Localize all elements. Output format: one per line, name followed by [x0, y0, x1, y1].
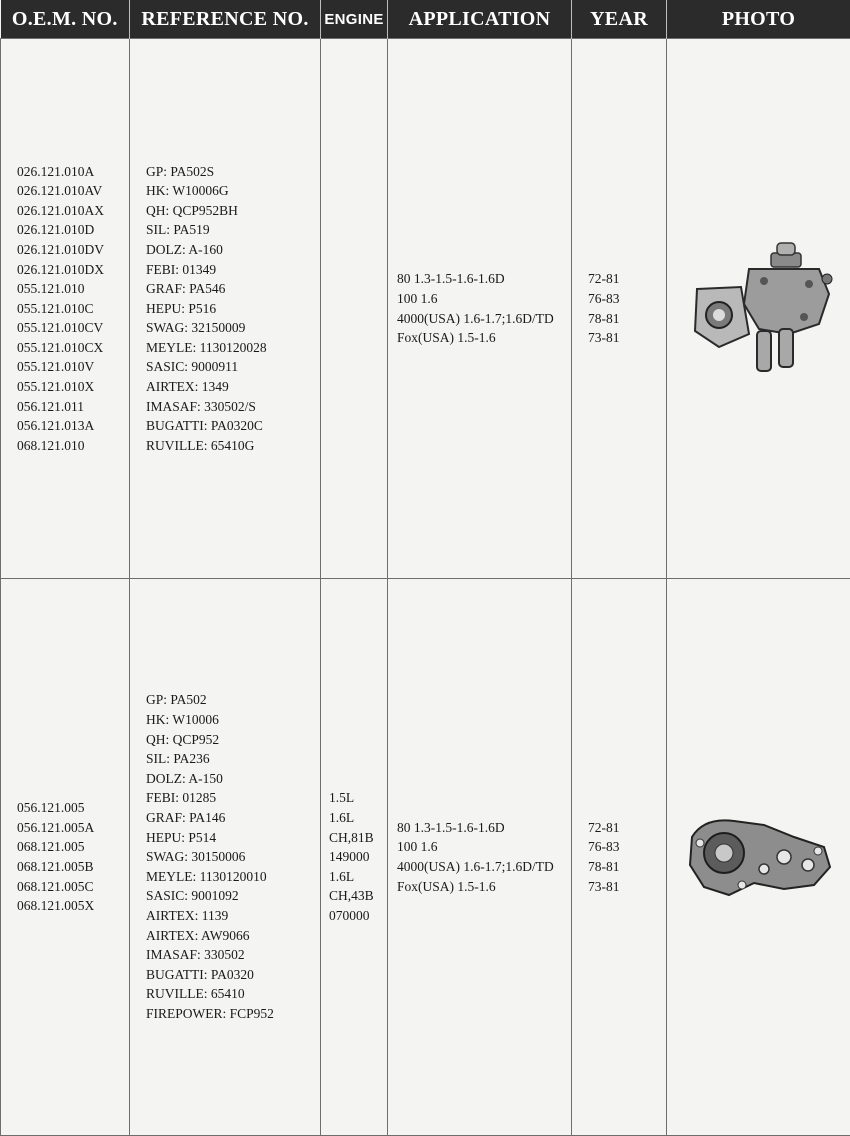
oem-number: 026.121.010AV [17, 183, 103, 199]
header-reference: REFERENCE NO. [130, 0, 321, 39]
photo-cell [667, 39, 850, 579]
header-engine: ENGINE [321, 0, 388, 39]
oem-number: 068.121.005 [17, 839, 85, 855]
oem-number: 056.121.013A [17, 418, 95, 434]
application-entry: 4000(USA) 1.6-1.7;1.6D/TD [397, 310, 554, 326]
oem-number: 056.121.005 [17, 800, 85, 816]
reference-number: FIREPOWER: FCP952 [146, 1005, 274, 1021]
year-range: 73-81 [588, 330, 620, 346]
oem-number: 056.121.005A [17, 819, 95, 835]
year-cell [572, 39, 667, 579]
engine-spec: CH,43B [329, 888, 374, 904]
oem-number: 056.121.011 [17, 398, 84, 414]
oem-number: 068.121.010 [17, 437, 85, 453]
oem-number: 055.121.010CV [17, 320, 104, 336]
header-row [1, 0, 850, 39]
oem-number: 068.121.005B [17, 859, 94, 874]
oem-cell [1, 39, 130, 579]
reference-cell [130, 39, 321, 579]
header-photo: PHOTO [667, 0, 850, 39]
year-range-list [572, 818, 666, 896]
application-cell [388, 579, 572, 1136]
year-range-list [572, 269, 666, 347]
engine-spec: 1.6L [329, 868, 355, 884]
photo-cell [667, 579, 850, 1136]
reference-number: BUGATTI: PA0320C [146, 418, 263, 434]
reference-number: SWAG: 32150009 [146, 320, 246, 336]
reference-number: GP: PA502 [146, 692, 207, 708]
reference-number: SASIC: 9000911 [146, 359, 239, 375]
table-row [1, 579, 850, 1136]
application-entry-list [388, 269, 571, 347]
engine-spec: CH,81B [329, 829, 374, 845]
application-entry: 100 1.6 [397, 839, 438, 855]
reference-number: HEPU: P516 [146, 300, 217, 316]
reference-cell [130, 579, 321, 1136]
year-range: 76-83 [588, 290, 620, 306]
oem-number: 068.121.005X [17, 898, 95, 914]
header-year: YEAR [572, 0, 667, 39]
water-pump-with-housing-icon [667, 239, 850, 379]
year-range: 72-81 [588, 271, 620, 287]
application-entry: 80 1.3-1.5-1.6-1.6D [397, 271, 505, 287]
oem-number: 026.121.010DV [17, 241, 104, 257]
reference-number-list [130, 690, 320, 1023]
reference-number: HK: W10006G [146, 183, 229, 199]
oem-number: 026.121.010D [17, 222, 95, 238]
year-range: 78-81 [588, 859, 620, 874]
reference-number: IMASAF: 330502/S [146, 398, 256, 414]
engine-spec: 149000 [329, 849, 370, 865]
engine-cell [321, 39, 388, 579]
reference-number: AIRTEX: AW9066 [146, 927, 250, 943]
oem-number: 026.121.010DX [17, 261, 104, 277]
year-range: 72-81 [588, 819, 620, 835]
year-range: 78-81 [588, 310, 620, 326]
reference-number-list [130, 162, 320, 456]
oem-cell [1, 579, 130, 1136]
application-cell [388, 39, 572, 579]
engine-spec: 1.6L [329, 810, 355, 826]
reference-number: QH: QCP952 [146, 731, 220, 747]
oem-number: 055.121.010X [17, 379, 95, 395]
reference-number: RUVILLE: 65410 [146, 986, 245, 1002]
oem-number: 068.121.005C [17, 878, 94, 894]
reference-number: AIRTEX: 1349 [146, 379, 229, 395]
reference-number: SWAG: 30150006 [146, 849, 246, 865]
reference-number: SIL: PA519 [146, 222, 210, 238]
application-entry: 100 1.6 [397, 290, 438, 306]
reference-number: BUGATTI: PA0320 [146, 966, 254, 982]
reference-number: GP: PA502S [146, 163, 215, 179]
year-range: 76-83 [588, 839, 620, 855]
application-entry: Fox(USA) 1.5-1.6 [397, 330, 496, 346]
reference-number: DOLZ: A-150 [146, 770, 223, 786]
reference-number: HK: W10006 [146, 712, 219, 728]
reference-number: GRAF: PA546 [146, 281, 226, 297]
year-cell [572, 579, 667, 1136]
engine-spec-list [321, 788, 387, 925]
oem-number: 055.121.010V [17, 359, 95, 375]
header-application: APPLICATION [388, 0, 572, 39]
oem-number-list [1, 162, 129, 456]
reference-number: HEPU: P514 [146, 829, 217, 845]
reference-number: SASIC: 9001092 [146, 888, 239, 904]
reference-number: DOLZ: A-160 [146, 241, 223, 257]
oem-number: 055.121.010 [17, 281, 85, 297]
application-entry: 80 1.3-1.5-1.6-1.6D [397, 819, 505, 835]
reference-number: GRAF: PA146 [146, 810, 226, 826]
reference-number: IMASAF: 330502 [146, 947, 245, 963]
oem-number: 026.121.010AX [17, 202, 104, 218]
oem-number-list [1, 798, 129, 916]
engine-spec: 1.5L [329, 790, 355, 806]
application-entry: 4000(USA) 1.6-1.7;1.6D/TD [397, 859, 554, 874]
application-entry-list [388, 818, 571, 896]
reference-number: FEBI: 01285 [146, 790, 217, 806]
table-row [1, 39, 850, 579]
engine-spec: 070000 [329, 907, 370, 923]
reference-number: FEBI: 01349 [146, 261, 217, 277]
reference-number: MEYLE: 1130120028 [146, 339, 267, 355]
reference-number: AIRTEX: 1139 [146, 907, 229, 923]
oem-number: 026.121.010A [17, 163, 95, 179]
water-pump-icon [667, 807, 850, 907]
reference-number: SIL: PA236 [146, 751, 210, 767]
header-oem: O.E.M. NO. [1, 0, 130, 39]
reference-number: RUVILLE: 65410G [146, 437, 255, 453]
year-range: 73-81 [588, 878, 620, 894]
application-entry: Fox(USA) 1.5-1.6 [397, 878, 496, 894]
reference-number: MEYLE: 1130120010 [146, 868, 267, 884]
oem-number: 055.121.010C [17, 300, 94, 316]
engine-cell [321, 579, 388, 1136]
reference-number: QH: QCP952BH [146, 202, 238, 218]
oem-number: 055.121.010CX [17, 339, 104, 355]
